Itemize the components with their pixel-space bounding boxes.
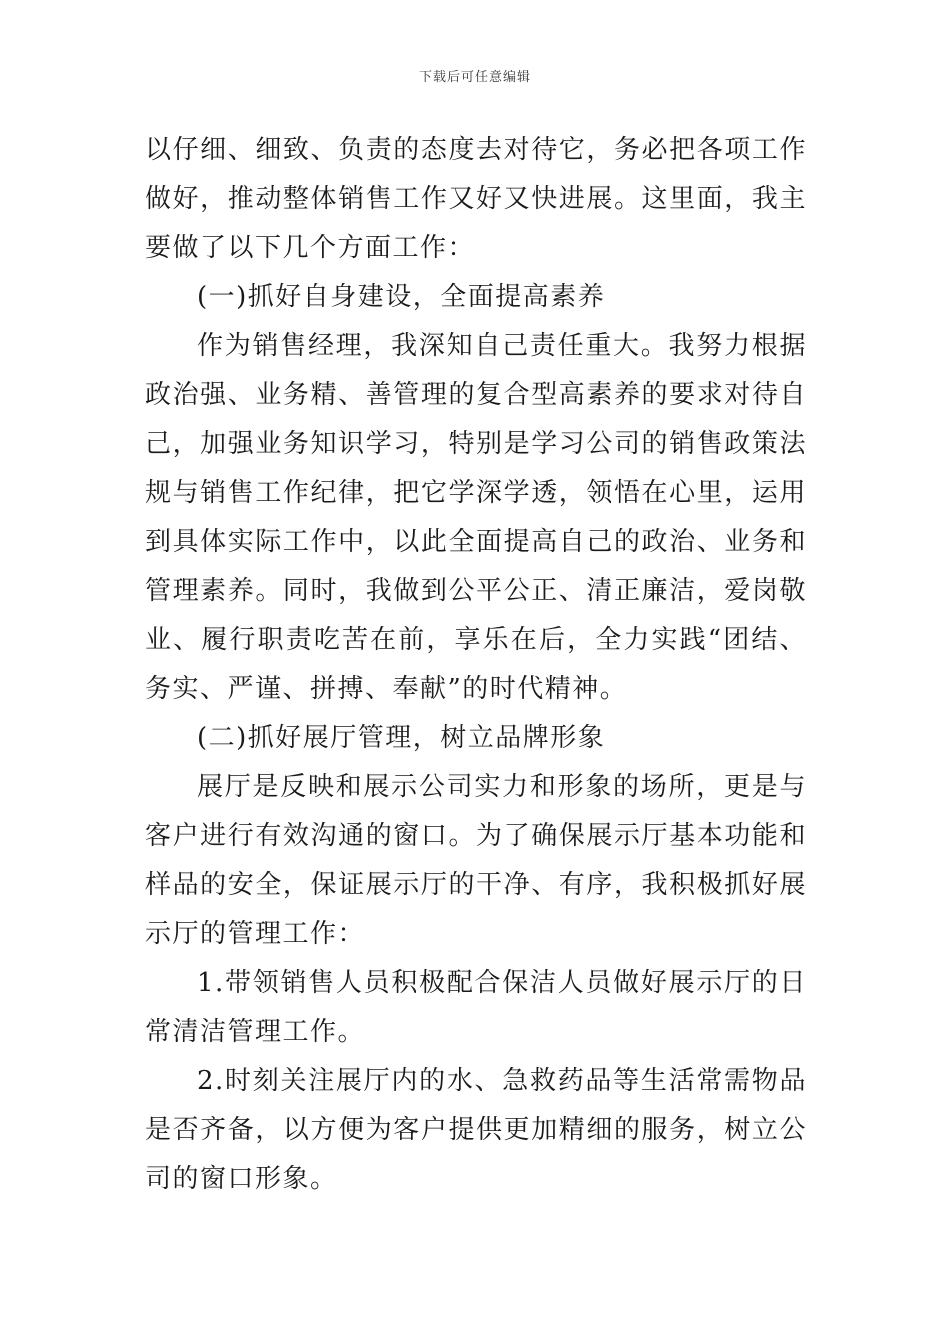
paragraph-showroom: 展厅是反映和展示公司实力和形象的场所，更是与客户进行有效沟通的窗口。为了确保展示厅基本功能和样品的安全，保证展示厅的干净、有序，我积极抓好展示厅的管理工作：: [145, 772, 807, 949]
section-heading-2: (二)抓好展厅管理，树立品牌形象: [197, 723, 606, 753]
list-item-2: 2.时刻关注展厅内的水、急救药品等生活常需物品是否齐备，以方便为客户提供更加精细的服务，树立公司的窗口形象。: [145, 1066, 807, 1194]
paragraph-self-building: 作为销售经理，我深知自己责任重大。我努力根据政治强、业务精、善管理的复合型高素养的要求对待自己，加强业务知识学习，特别是学习公司的销售政策法规与销售工作纪律，把它学深学透，领悟在心里，运用到具体实际工作中，以此全面提高自己的政治、业务和管理素养。同时，我做到公平公正、清正廉洁，爱岗敬业、履行职责吃苦在前，享乐在后，全力实践“团结、务实、严谨、拼搏、奉献”的时代精神。: [145, 331, 807, 704]
paragraph-intro: 以仔细、细致、负责的态度去对待它，务必把各项工作做好，推动整体销售工作又好又快进展。这里面，我主要做了以下几个方面工作：: [145, 135, 807, 263]
section-heading-1: (一)抓好自身建设，全面提高素养: [197, 282, 606, 312]
document-body: [145, 126, 807, 1204]
header-note: 下载后可任意编辑: [418, 70, 531, 85]
list-item-1: 1.带领销售人员积极配合保洁人员做好展示厅的日常清洁管理工作。: [145, 968, 807, 1047]
